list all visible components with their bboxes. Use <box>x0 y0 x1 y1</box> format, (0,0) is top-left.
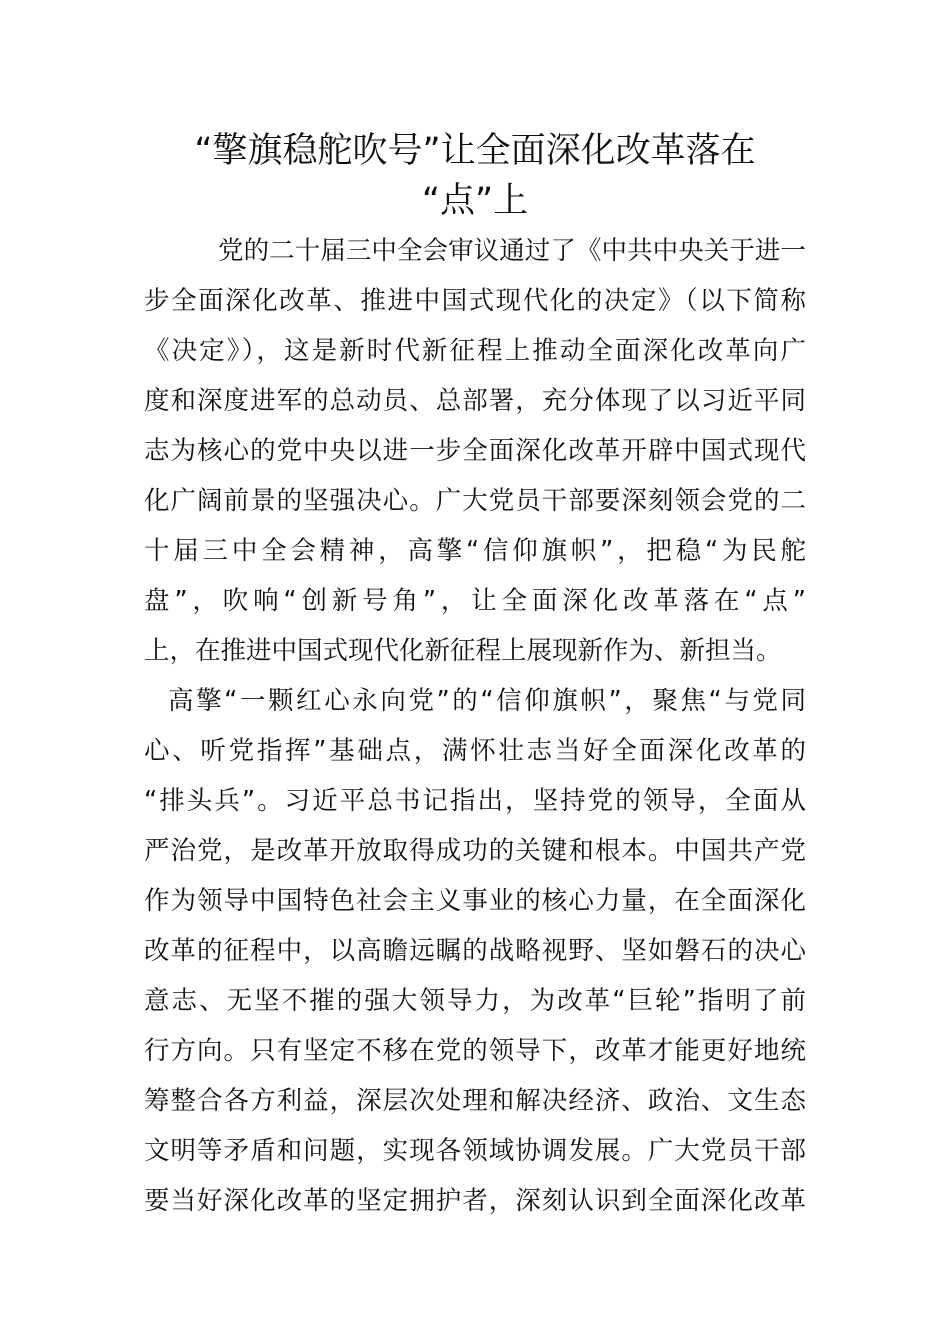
paragraph-line: 化广阔前景的坚强决心。广大党员干部要深刻领会党的二 <box>144 486 806 516</box>
document-title-line-2: “点”上 <box>421 181 529 221</box>
paragraph-line: 十届三中全会精神，高擎“信仰旗帜”，把稳“为民舵 <box>144 536 806 566</box>
paragraph-line: 步全面深化改革、推进中国式现代化的决定》（以下简称 <box>144 286 806 316</box>
paragraph-line: 要当好深化改革的坚定拥护者，深刻认识到全面深化改革 <box>144 1186 806 1216</box>
paragraph-line: 行方向。只有坚定不移在党的领导下，改革才能更好地统 <box>144 1036 806 1066</box>
document-title-line-1: “擎旗稳舵吹号”让全面深化改革落在 <box>194 131 756 171</box>
paragraph-line: 高擎“一颗红心永向党”的“信仰旗帜”，聚焦“与党同 <box>168 686 806 716</box>
paragraph-line: 意志、无坚不摧的强大领导力，为改革“巨轮”指明了前 <box>144 986 806 1016</box>
paragraph-line: 度和深度进军的总动员、总部署，充分体现了以习近平同 <box>144 386 806 416</box>
paragraph-line: 改革的征程中，以高瞻远瞩的战略视野、坚如磐石的决心 <box>144 936 806 966</box>
paragraph-line: 志为核心的党中央以进一步全面深化改革开辟中国式现代 <box>144 436 806 466</box>
paragraph-line: 党的二十届三中全会审议通过了《中共中央关于进一 <box>218 236 806 266</box>
paragraph-line: “排头兵”。习近平总书记指出，坚持党的领导，全面从 <box>144 786 806 816</box>
paragraph-line: 严治党，是改革开放取得成功的关键和根本。中国共产党 <box>144 836 806 866</box>
paragraph-line: 上，在推进中国式现代化新征程上展现新作为、新担当。 <box>144 636 782 666</box>
paragraph-line: 心、听党指挥”基础点，满怀壮志当好全面深化改革的 <box>144 736 806 766</box>
paragraph-line: 《决定》），这是新时代新征程上推动全面深化改革向广 <box>144 336 806 366</box>
paragraph-line: 文明等矛盾和问题，实现各领域协调发展。广大党员干部 <box>144 1136 806 1166</box>
paragraph-line: 盘”，吹响“创新号角”，让全面深化改革落在“点” <box>144 586 806 616</box>
paragraph-line: 作为领导中国特色社会主义事业的核心力量，在全面深化 <box>144 886 806 916</box>
paragraph-line: 筹整合各方利益，深层次处理和解决经济、政治、文生态 <box>144 1086 806 1116</box>
